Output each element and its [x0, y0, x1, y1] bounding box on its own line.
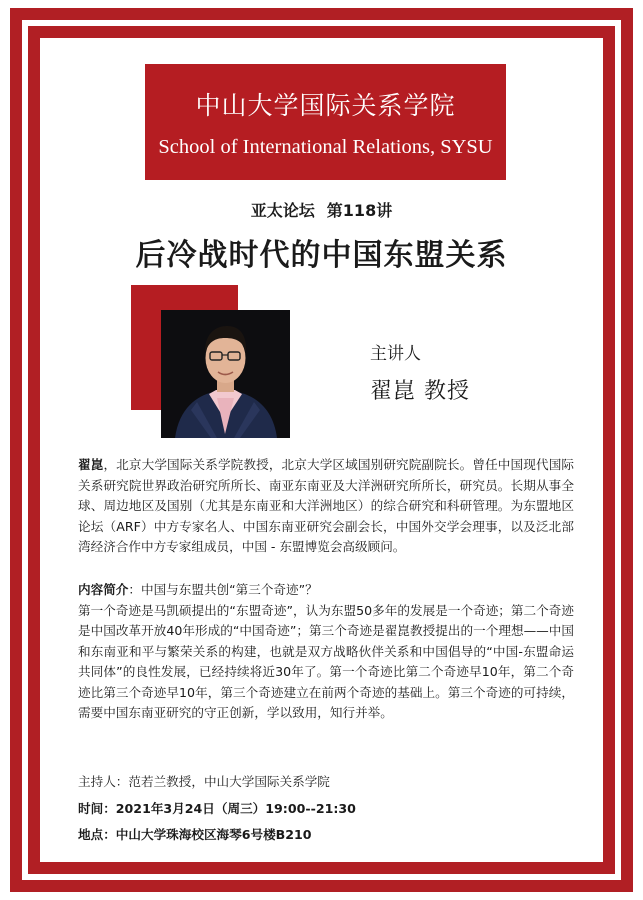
venue-label: 地点	[78, 827, 104, 842]
intro-heading	[78, 580, 574, 601]
speaker-label: 主讲人	[370, 344, 421, 364]
lecture-number: 第118讲	[326, 201, 393, 220]
intro-label: 内容简介	[78, 582, 129, 597]
lecture-title: 后冷战时代的中国东盟关系	[135, 238, 508, 273]
bio-text: ，北京大学国际关系学院教授，北京大学区域国别研究院副院长。曾任中国现代国际关系研究院世界政治研究所所长、南亚东南亚及大洋洲研究所所长，研究员。长期从事全球、周边地区及国别（尤其是东南亚和大洋洲地区）的综合研究和科研管理。为东盟地区论坛（ARF）中方专家名人、中国东南亚研究会副会长，中国外交学会理事，以及泛北部湾经济合作中方专家组成员，中国 - 东盟博览会高级顾问。	[78, 457, 575, 554]
series-name: 亚太论坛	[250, 201, 315, 220]
intro-headline: ：中国与东盟共创“第三个奇迹”？	[128, 582, 318, 597]
venue-value: ：中山大学珠海校区海琴6号楼B210	[103, 827, 312, 842]
host-line	[78, 771, 330, 790]
school-name-en: School of International Relations, SYSU	[158, 136, 493, 158]
bio-name: 翟崑	[78, 457, 104, 472]
speaker-photo	[161, 310, 290, 438]
venue-line	[78, 824, 312, 843]
time-line	[78, 798, 356, 817]
lecture-series	[0, 198, 643, 221]
speaker-bio	[78, 455, 574, 558]
time-value: ：2021年3月24日（周三）19:00--21:30	[103, 801, 356, 816]
host-label: 主持人	[78, 774, 116, 789]
school-banner	[145, 64, 506, 180]
photo-accent-bar	[131, 285, 238, 310]
time-label: 时间	[78, 801, 104, 816]
school-name-cn: 中山大学国际关系学院	[195, 91, 456, 120]
speaker-name: 翟崑 教授	[370, 379, 470, 404]
intro-body: 第一个奇迹是马凯硕提出的“东盟奇迹”，认为东盟50多年的发展是一个奇迹；第二个奇迹是中国改革开放40年形成的“中国奇迹”；第三个奇迹是翟崑教授提出的一个理想——中国和东南亚和平与繁荣关系的构建，也就是双方战略伙伴关系和中国倡导的“中国-东盟命运共同体”的良性发展，已经持续将近30年了。第一个奇迹比第二个奇迹早10年，第二个奇迹比第三个奇迹早10年，第三个奇迹建立在前两个奇迹的基础上。第三个奇迹的可持续，需要中国东南亚研究的守正创新，学以致用，知行并举。	[78, 602, 574, 720]
host-value: ：范若兰教授，中山大学国际关系学院	[115, 774, 330, 789]
content-intro	[78, 580, 574, 724]
